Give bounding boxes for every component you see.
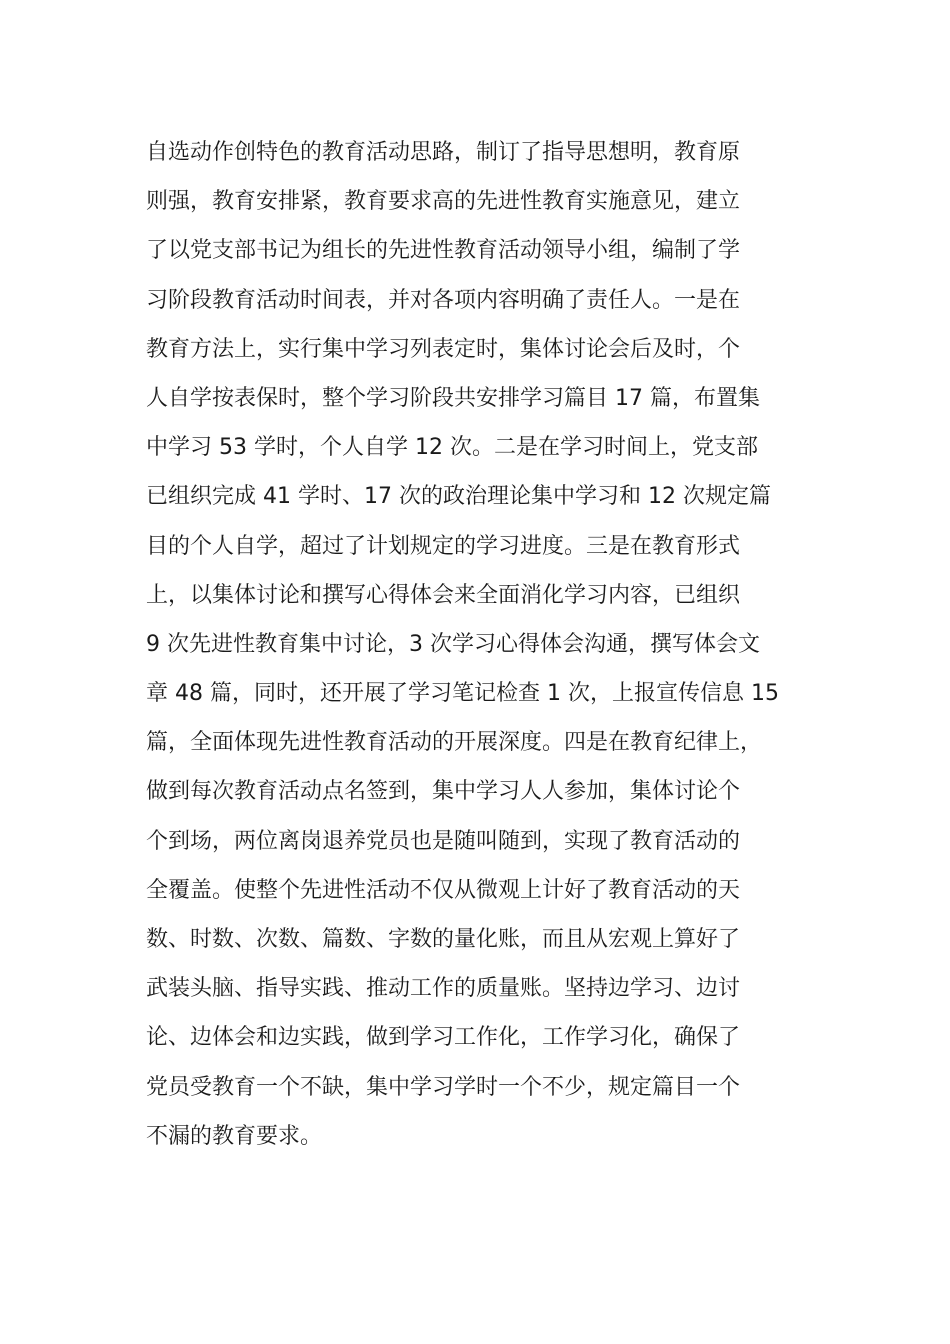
text-line: 中学习 53 学时，个人自学 12 次。二是在学习时间上，党支部 [146, 435, 758, 461]
text-line: 做到每次教育活动点名签到，集中学习人人参加，集体讨论个 [146, 779, 741, 805]
text-line: 习阶段教育活动时间表，并对各项内容明确了责任人。一是在 [146, 287, 741, 313]
text-line: 则强，教育安排紧，教育要求高的先进性教育实施意见，建立 [146, 189, 741, 215]
text-line: 武装头脑、指导实践、推动工作的质量账。坚持边学习、边讨 [146, 976, 741, 1002]
text-line: 已组织完成 41 学时、17 次的政治理论集中学习和 12 次规定篇 [146, 484, 771, 510]
text-line: 9 次先进性教育集中讨论，3 次学习心得体会沟通，撰写体会文 [146, 631, 760, 657]
text-line: 篇，全面体现先进性教育活动的开展深度。四是在教育纪律上， [146, 730, 763, 756]
text-line: 不漏的教育要求。 [146, 1123, 323, 1149]
text-line: 上，以集体讨论和撰写心得体会来全面消化学习内容，已组织 [146, 582, 741, 608]
text-line: 数、时数、次数、篇数、字数的量化账，而且从宏观上算好了 [146, 927, 741, 952]
text-line: 目的个人自学，超过了计划规定的学习进度。三是在教育形式 [146, 533, 741, 559]
text-line: 论、边体会和边实践，做到学习工作化，工作学习化，确保了 [146, 1025, 741, 1051]
text-line: 自选动作创特色的教育活动思路，制订了指导思想明，教育原 [146, 140, 741, 165]
text-line: 章 48 篇，同时，还开展了学习笔记检查 1 次，上报宣传信息 15 [146, 681, 779, 707]
text-line: 全覆盖。使整个先进性活动不仅从微观上计好了教育活动的天 [146, 877, 741, 903]
text-line: 党员受教育一个不缺，集中学习学时一个不少，规定篇目一个 [146, 1074, 741, 1100]
text-line: 了以党支部书记为组长的先进性教育活动领导小组，编制了学 [146, 238, 741, 264]
body-paragraph [146, 128, 836, 1161]
text-line: 教育方法上，实行集中学习列表定时，集体讨论会后及时，个 [146, 336, 741, 362]
text-line: 人自学按表保时，整个学习阶段共安排学习篇目 17 篇，布置集 [146, 385, 760, 411]
text-line: 个到场，两位离岗退养党员也是随叫随到，实现了教育活动的 [146, 828, 741, 854]
